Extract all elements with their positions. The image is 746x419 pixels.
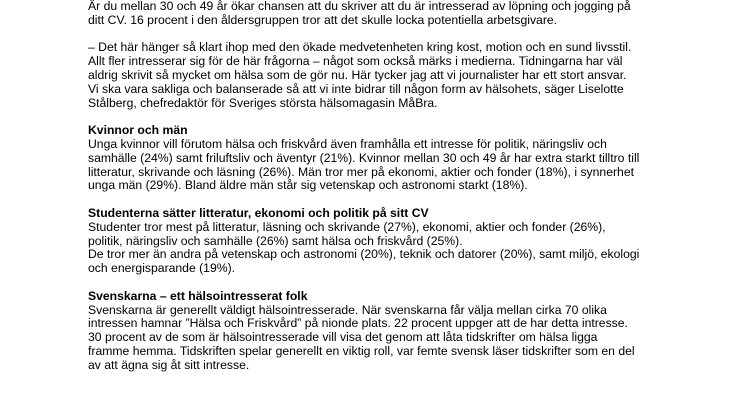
text-line: Stålberg, chefredaktör för Sveriges största hälsomagasin MåBra. bbox=[88, 95, 438, 110]
text-line: av att ägna sig åt sitt intresse. bbox=[88, 357, 250, 372]
section-heading: Svenskarna – ett hälsointresserat folk bbox=[88, 288, 308, 303]
paragraph-gap bbox=[88, 28, 738, 42]
section-swedes bbox=[88, 290, 738, 373]
intro-paragraph bbox=[88, 0, 738, 28]
text-line: aldrig skrivit så mycket om hälsa som de gör nu. Här tycker jag att vi journalister har ett stort ansvar. bbox=[88, 67, 627, 82]
paragraph-gap bbox=[88, 193, 738, 207]
text-line: – Det här hänger så klart ihop med den ökade medvetenheten kring kost, motion och en sund livsstil. bbox=[88, 40, 632, 55]
text-line: samhälle (24%) samt friluftsliv och äventyr (21%). Kvinnor mellan 30 och 49 år har extra starkt tilltro till bbox=[88, 150, 640, 165]
text-line: intressen hamnar ”Hälsa och Friskvård” på nionde plats. 22 procent uppger att de har detta intresse. bbox=[88, 316, 628, 331]
text-line: Vi ska vara sakliga och balanserade så att vi inte bidrar till någon form av hälsohets, säger Liselotte bbox=[88, 81, 624, 96]
section-students bbox=[88, 207, 738, 276]
section-heading: Kvinnor och män bbox=[88, 123, 188, 138]
text-line: politik, näringsliv och samhälle (26%) samt hälsa och friskvård (25%). bbox=[88, 233, 463, 248]
paragraph-gap bbox=[88, 276, 738, 290]
text-line: framme hemma. Tidskriften spelar generellt en viktig roll, var femte svensk läser tidskrifter som en del bbox=[88, 343, 635, 358]
text-line: De tror mer än andra på vetenskap och astronomi (20%), teknik och datorer (20%), samt miljö, ekologi bbox=[88, 247, 640, 262]
text-line: Är du mellan 30 och 49 år ökar chansen att du skriver att du är intresserad av löpning och jogging på bbox=[88, 0, 631, 13]
text-line: Allt fler intresserar sig för de här frågorna – något som också märks i medierna. Tidningarna har väl bbox=[88, 54, 623, 69]
text-line: Unga kvinnor vill förutom hälsa och friskvård även framhålla ett intresse för politik, näringsliv och bbox=[88, 136, 607, 151]
text-line: Svenskarna är generellt väldigt hälsointresserade. När svenskarna får välja mellan cirka 70 olika bbox=[88, 302, 607, 317]
text-line: unga män (29%). Bland äldre män står sig vetenskap och astronomi starkt (18%). bbox=[88, 178, 528, 193]
text-line: ditt CV. 16 procent i den åldersgruppen tror att det skulle locka potentiella arbetsgivare. bbox=[88, 12, 558, 27]
text-line: litteratur, skrivande och läsning (26%). Män tror mer på ekonomi, aktier och fonder (18%), i synnerhet bbox=[88, 164, 634, 179]
document-page bbox=[88, 0, 738, 373]
paragraph-gap bbox=[88, 110, 738, 124]
text-line: 30 procent av de som är hälsointresserade vill visa det genom att låta tidskrifter om hälsa ligga bbox=[88, 330, 598, 345]
quote-paragraph bbox=[88, 41, 738, 110]
section-women-men bbox=[88, 124, 738, 193]
section-heading: Studenterna sätter litteratur, ekonomi och politik på sitt CV bbox=[88, 205, 429, 220]
text-line: Studenter tror mest på litteratur, läsning och skrivande (27%), ekonomi, aktier och fonder (26%), bbox=[88, 219, 606, 234]
text-line: och energisparande (19%). bbox=[88, 261, 236, 276]
